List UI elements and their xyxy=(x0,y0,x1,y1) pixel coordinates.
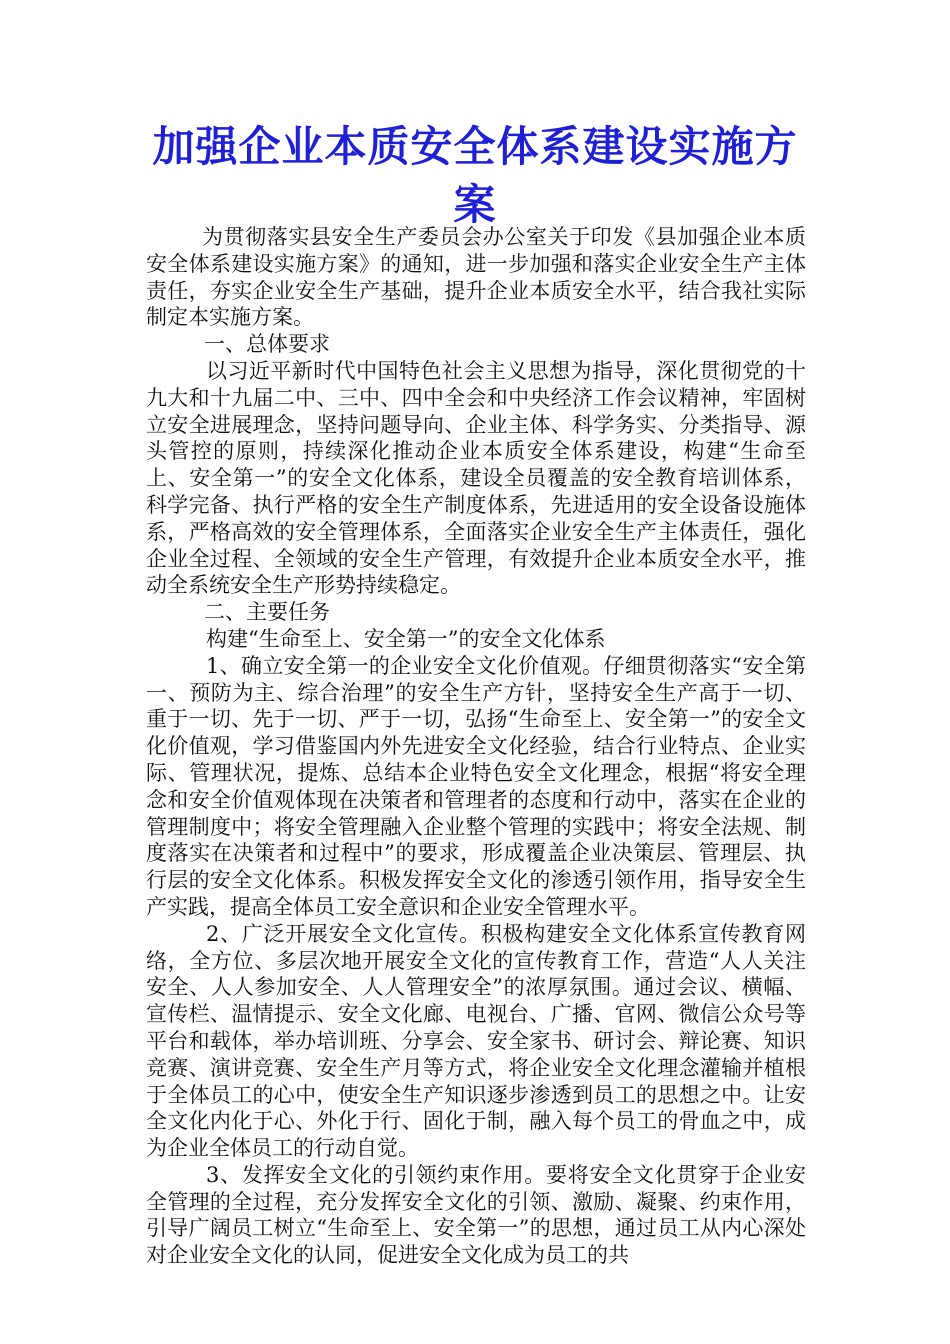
document-body xyxy=(146,224,806,1269)
subsection-heading-safety-culture: 构建“生命至上、安全第一”的安全文化体系 xyxy=(206,626,606,651)
task-paragraph-2: 2、广泛开展安全文化宣传。积极构建安全文化体系宣传教育网络，全方位、多层次地开展安全文化的宣传教育工作，营造“人人关注安全、人人参加安全、人人管理安全”的浓厚氛围。通过会议、横幅、宣传栏、温情提示、安全文化廊、电视台、广播、官网、微信公众号等平台和载体，举办培训班、分享会、安全家书、研讨会、辩论赛、知识竞赛、演讲竞赛、安全生产月等方式，将企业安全文化理念灌输并植根于全体员工的心中，使安全生产知识逐步渗透到员工的思想之中。让安全文化内化于心、外化于行、固化于制，融入每个员工的骨血之中，成为企业全体员工的行动自觉。 xyxy=(146,921,806,1161)
task-paragraph-1: 1、确立安全第一的企业安全文化价值观。仔细贯彻落实“安全第一、预防为主、综合治理”的安全生产方针，坚持安全生产高于一切、重于一切、先于一切、严于一切，弘扬“生命至上、安全第一”的安全文化价值观，学习借鉴国内外先进安全文化经验，结合行业特点、企业实际、管理状况，提炼、总结本企业特色安全文化理念，根据“将安全理念和安全价值观体现在决策者和管理者的态度和行动中，落实在企业的管理制度中；将安全管理融入企业整个管理的实践中；将安全法规、制度落实在决策者和过程中”的要求，形成覆盖企业决策层、管理层、执行层的安全文化体系。积极发挥安全文化的渗透引领作用，指导安全生产实践，提高全体员工安全意识和企业安全管理水平。 xyxy=(146,653,806,919)
task-paragraph-3: 3、发挥安全文化的引领约束作用。要将安全文化贯穿于企业安全管理的全过程，充分发挥安全文化的引领、激励、凝聚、约束作用，引导广阔员工树立“生命至上、安全第一”的思想，通过员工从内心深处对企业安全文化的认同，促进安全文化成为员工的共 xyxy=(146,1162,806,1268)
intro-paragraph: 为贯彻落实县安全生产委员会办公室关于印发《县加强企业本质安全体系建设实施方案》的通知，进一步加强和落实企业安全生产主体责任，夯实企业安全生产基础，提升企业本质安全水平，结合我社实际制定本实施方案。 xyxy=(146,225,806,330)
section-heading-general-requirements: 一、总体要求 xyxy=(204,332,330,357)
section-heading-main-tasks: 二、主要任务 xyxy=(204,600,330,625)
document-title: 加强企业本质安全体系建设实施方案 xyxy=(152,122,798,229)
general-requirements-paragraph: 以习近平新时代中国特色社会主义思想为指导，深化贯彻党的十九大和十九届二中、三中、四中全会和中央经济工作会议精神，牢固树立安全进展理念，坚持问题导向、企业主体、科学务实、分类指导、源头管控的原则，持续深化推动企业本质安全体系建设，构建“生命至上、安全第一”的安全文化体系，建设全员覆盖的安全教育培训体系，科学完备、执行严格的安全生产制度体系，先进适用的安全设备设施体系，严格高效的安全管理体系，全面落实企业安全生产主体责任，强化企业全过程、全领域的安全生产管理，有效提升企业本质安全水平，推动全系统安全生产形势持续稳定。 xyxy=(146,358,806,598)
